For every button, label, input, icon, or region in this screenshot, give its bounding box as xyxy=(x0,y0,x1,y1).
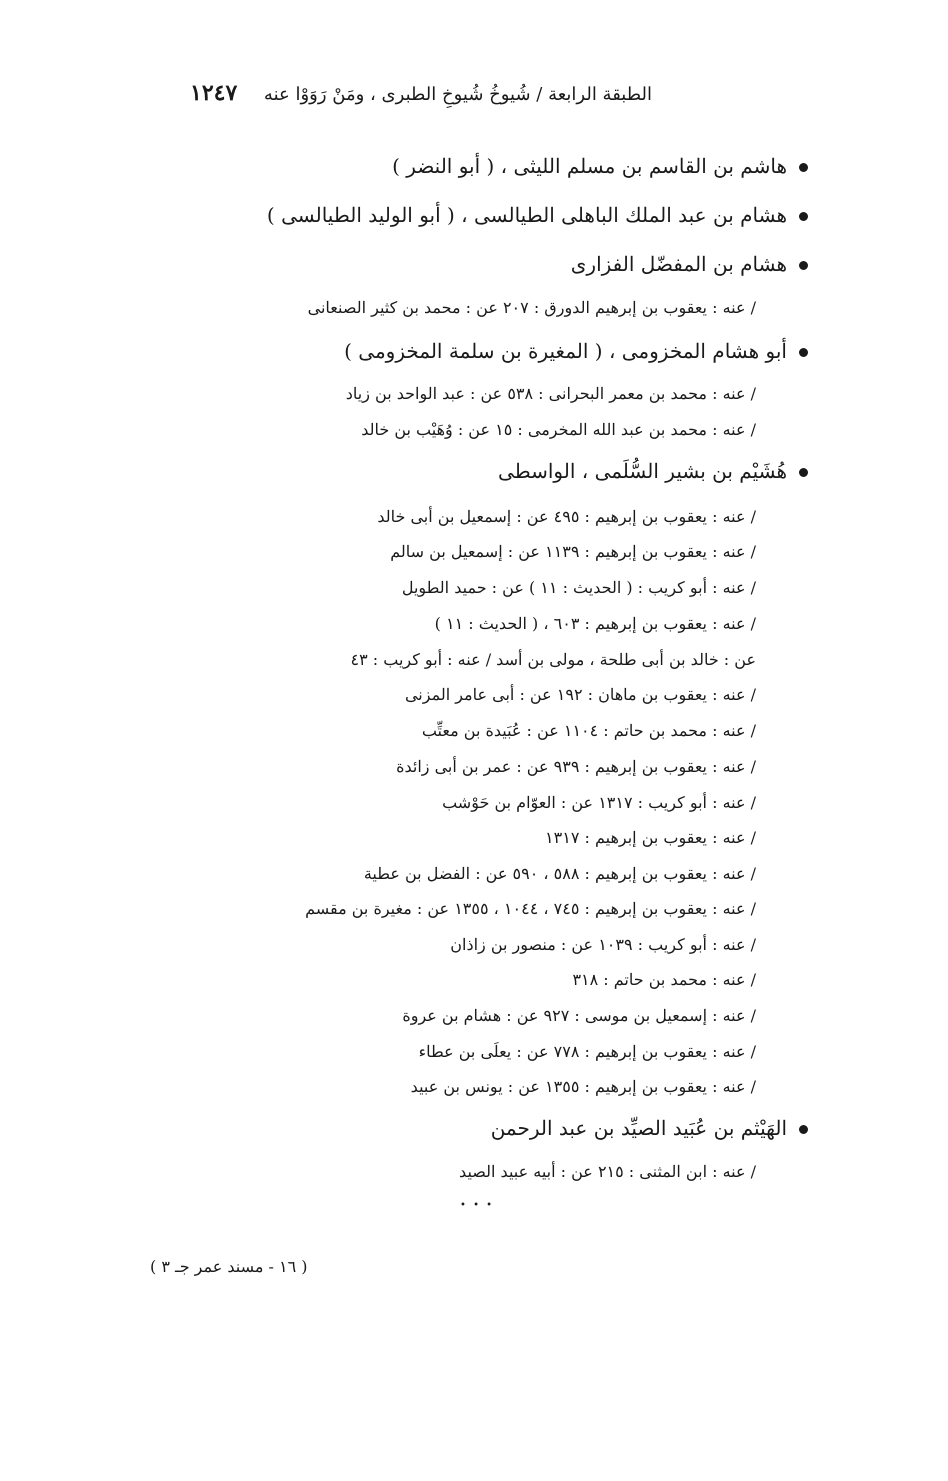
narration-row xyxy=(377,507,756,526)
entry-heading xyxy=(491,1116,808,1140)
narration-row xyxy=(390,1077,756,1096)
entry-name: الهَيْثم بن عُبَيد الصيِّد بن عبد الرحمن xyxy=(490,1116,787,1140)
running-header: الطبقة الرابعة / شُيوخُ شُيوخِ الطبرى ، ومَنْ رَوَوْا عنه xyxy=(263,84,652,105)
narrated-from: عن : أبى عامر المزنى xyxy=(404,685,552,704)
narration-row xyxy=(280,614,756,633)
narrated-from: عن : عمر بن أبى زائدة xyxy=(396,757,549,776)
narrated-by: / عنه : يعقوب بن إبرهيم : ١١٣٩ xyxy=(545,542,756,561)
narrated-from: عن : منصور بن زاذان xyxy=(450,935,594,954)
narration-row xyxy=(399,1042,756,1061)
narrated-by: / عنه : أبو كريب : ١٣١٧ xyxy=(598,793,756,812)
entry-heading xyxy=(498,459,808,483)
narrated-from: عن : أبيه عبيد الصيد xyxy=(459,1162,593,1181)
narrated-from: عن : هشام بن عروة xyxy=(402,1006,539,1025)
narrated-by: / عنه : إسمعيل بن موسى : ٩٢٧ xyxy=(543,1006,756,1025)
narrated-by: / عنه : محمد بن حاتم : ٣١٨ xyxy=(572,970,756,989)
narrated-by: / عنه : محمد بن معمر البحرانى : ٥٣٨ xyxy=(507,384,756,403)
narration-row xyxy=(299,899,756,918)
narration-row xyxy=(402,685,756,704)
narrated-from: عن : الفضل بن عطية xyxy=(363,864,508,883)
narration-row xyxy=(374,578,756,597)
entry-name: هشام بن المفضّل الفزارى xyxy=(570,252,787,276)
narration-row xyxy=(443,1162,756,1181)
end-mark: • • • xyxy=(460,1200,495,1211)
narrated-from: عن : العوّام بن حَوْشب xyxy=(442,793,594,812)
narrated-by: / عنه : محمد بن حاتم : ١١٠٤ xyxy=(563,721,756,740)
narrated-from: عن : إسمعيل بن أبى خالد xyxy=(377,507,549,526)
narrated-by: / عنه : يعقوب بن إبرهيم : ١٣١٧ xyxy=(545,828,756,847)
narrated-by: / عنه : محمد بن عبد الله المخرمى : ١٥ xyxy=(495,420,756,439)
narrated-by: / عنه : يعقوب بن إبرهيم الدورق : ٢٠٧ xyxy=(502,298,756,317)
narrated-by: / عنه : يعقوب بن إبرهيم : ٦٠٣ ، ( الحديث : ١١ ) xyxy=(434,614,756,633)
narration-row xyxy=(396,757,756,776)
entry-heading xyxy=(344,339,808,363)
narrated-by: / عنه : يعقوب بن إبرهيم : ١٣٥٥ xyxy=(545,1077,756,1096)
narrated-from: عن : إسمعيل بن سالم xyxy=(390,542,540,561)
signature-footnote: ( ١٦ - مسند عمر جـ ٣ ) xyxy=(150,1257,308,1276)
narrated-from: عن : حميد الطويل xyxy=(401,578,524,597)
bullet-icon xyxy=(799,468,808,477)
entry-name: هاشم بن القاسم بن مسلم الليثى ، ( أبو النضر ) xyxy=(392,154,787,178)
entry-heading xyxy=(267,203,808,227)
narrated-from: عن : يعلَى بن عطاء xyxy=(418,1042,549,1061)
narrated-by: / عنه : يعقوب بن إبرهيم : ٥٨٨ ، ٥٩٠ xyxy=(512,864,756,883)
entry-heading xyxy=(571,252,808,276)
narration-row xyxy=(308,298,756,317)
narration-row xyxy=(346,384,756,403)
bullet-icon xyxy=(799,212,808,221)
narration-row xyxy=(390,542,756,561)
narrated-by: / عنه : أبو كريب : ١٠٣٩ xyxy=(598,935,756,954)
bullet-icon xyxy=(799,1125,808,1134)
narration-row xyxy=(388,1006,756,1025)
narrated-from: عن : وُهَيْب بن خالد xyxy=(361,420,491,439)
narration-row xyxy=(443,935,756,954)
narrated-from: عن : خالد بن أبى طلحة ، مولى بن أسد / عنه : أبو كريب : ٤٣ xyxy=(350,650,756,669)
narrated-by: / عنه : ابن المثنى : ٢١٥ xyxy=(597,1162,756,1181)
narration-row xyxy=(390,828,756,847)
narrated-from: عن : محمد بن كثير الصنعانى xyxy=(307,298,498,317)
bullet-icon xyxy=(799,348,808,357)
narrated-from: عن : مغيرة بن مقسم xyxy=(305,899,450,918)
narration-row xyxy=(409,721,756,740)
narrated-from: عن : يونس بن عبيد xyxy=(410,1077,540,1096)
entry-name: هُشَيْم بن بشير السُّلَمى ، الواسطى xyxy=(498,459,787,483)
narrated-by: / عنه : يعقوب بن إبرهيم : ٧٤٥ ، ١٠٤٤ ، ١٣٥٥ xyxy=(454,899,756,918)
narrated-from: عن : عبد الواحد بن زياد xyxy=(345,384,503,403)
narrated-from: عن : عُبَيدة بن معتِّب xyxy=(421,721,559,740)
narration-row xyxy=(442,793,756,812)
narration-row xyxy=(340,420,756,439)
narrated-by: / عنه : يعقوب بن إبرهيم : ٧٧٨ xyxy=(553,1042,756,1061)
bullet-icon xyxy=(799,261,808,270)
page-number: ١٢٤٧ xyxy=(190,80,238,106)
narrated-by: / عنه : أبو كريب : ( الحديث : ١١ ) xyxy=(528,578,756,597)
narrated-by: / عنه : يعقوب بن ماهان : ١٩٢ xyxy=(556,685,756,704)
bullet-icon xyxy=(799,163,808,172)
narration-row xyxy=(417,970,756,989)
narration-row xyxy=(350,650,756,669)
narrated-by: / عنه : يعقوب بن إبرهيم : ٤٩٥ xyxy=(553,507,756,526)
entry-name: أبو هشام المخزومى ، ( المغيرة بن سلمة المخزومى ) xyxy=(344,339,787,363)
narrated-by: / عنه : يعقوب بن إبرهيم : ٩٣٩ xyxy=(553,757,756,776)
entry-name: هشام بن عبد الملك الباهلى الطيالسى ، ( أبو الوليد الطيالسى ) xyxy=(266,203,787,227)
entry-heading xyxy=(392,154,808,178)
narration-row xyxy=(357,864,756,883)
